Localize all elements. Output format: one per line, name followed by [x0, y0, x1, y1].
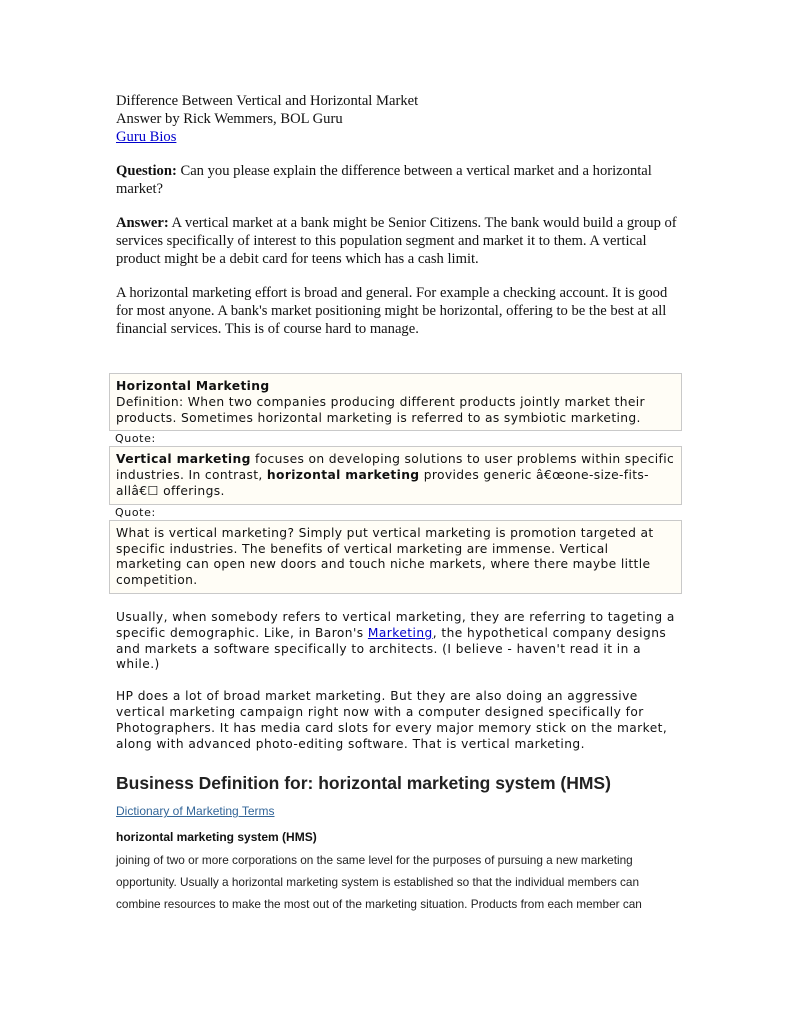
usually-paragraph	[116, 610, 684, 673]
spacer	[116, 673, 684, 689]
hms-term: horizontal marketing system (HMS)	[116, 830, 317, 845]
quote-box-what-is-vertical	[109, 520, 682, 594]
spacer	[116, 752, 684, 772]
quote-text: What is vertical marketing? Simply put vertical marketing is promotion targeted at specific industries. The benefits of vertical marketing are immense. Vertical marketing can open new doors and touch niche markets, where there maybe little competition.	[116, 525, 654, 588]
quote-label: Quote:	[115, 505, 156, 519]
quote-label: Quote:	[115, 432, 156, 446]
quote-bold-term: Vertical marketing	[116, 452, 251, 467]
question-paragraph	[116, 162, 684, 198]
body-text: Usually, when somebody refers to vertical marketing, they are referring to tageting a specific demographic. Like, in Baron's	[116, 609, 675, 640]
article-header	[116, 92, 684, 146]
hp-paragraph: HP does a lot of broad market marketing. But they are also doing an aggressive vertical marketing campaign right now with a computer designed specifically for Photographers. It has media card slots for every major memory stick on the market, along with advanced photo-editing software. That is vertical marketing.	[116, 689, 668, 751]
spacer	[116, 268, 684, 284]
spacer	[116, 338, 684, 373]
hms-definition: joining of two or more corporations on the same level for the purposes of pursuing a new marketing opportunity. Usually a horizontal marketing system is established so that the individual members can combine resources to make the most out of the marketing situation. Products from each member can	[116, 853, 642, 912]
answer-paragraph	[116, 214, 684, 268]
guru-bios-link[interactable]: Guru Bios	[116, 129, 177, 145]
quote-definition: Definition: When two companies producing different products jointly market their products. Sometimes horizontal marketing is referred to as symbiotic marketing.	[116, 394, 645, 425]
article-title: Difference Between Vertical and Horizontal Market	[116, 93, 419, 109]
answer-text: A vertical market at a bank might be Senior Citizens. The bank would build a group of services specifically of interest to this population segment and market it to them. A vertical product might be a debit card for teens which has a cash limit.	[116, 215, 677, 267]
horizontal-paragraph: A horizontal marketing effort is broad and general. For example a checking account. It is good for most anyone. A bank's market positioning might be horizontal, offering to be the best at all financial services. This is of course hard to manage.	[116, 285, 668, 337]
spacer	[116, 146, 684, 162]
article-byline: Answer by Rick Wemmers, BOL Guru	[116, 111, 343, 127]
spacer	[116, 794, 684, 802]
quote-text: focuses on developing solutions to user problems within specific industries. In contrast,	[116, 452, 675, 483]
answer-label: Answer:	[116, 215, 169, 231]
question-text: Can you please explain the difference between a vertical market and a horizontal market?	[116, 163, 652, 197]
quote-title: Horizontal Marketing	[116, 379, 270, 393]
quote-bold-term: horizontal marketing	[266, 468, 420, 483]
spacer	[116, 820, 684, 830]
spacer	[116, 198, 684, 214]
business-definition-title: Business Definition for: horizontal marketing system (HMS)	[116, 773, 611, 794]
body-text: , the hypothetical company designs and markets a software specifically to architects. (I believe - haven't read it in a while.)	[116, 625, 667, 672]
question-label: Question:	[116, 163, 177, 179]
quote-text: provides generic â€œone-size-fits-allâ€☐ offerings.	[116, 468, 649, 498]
quote-box-horizontal-marketing	[109, 373, 682, 431]
document-page	[116, 92, 684, 915]
marketing-link[interactable]: Marketing	[367, 625, 433, 640]
dictionary-link[interactable]: Dictionary of Marketing Terms	[116, 804, 275, 819]
spacer	[116, 594, 684, 610]
quote-box-vertical-marketing	[109, 446, 682, 504]
